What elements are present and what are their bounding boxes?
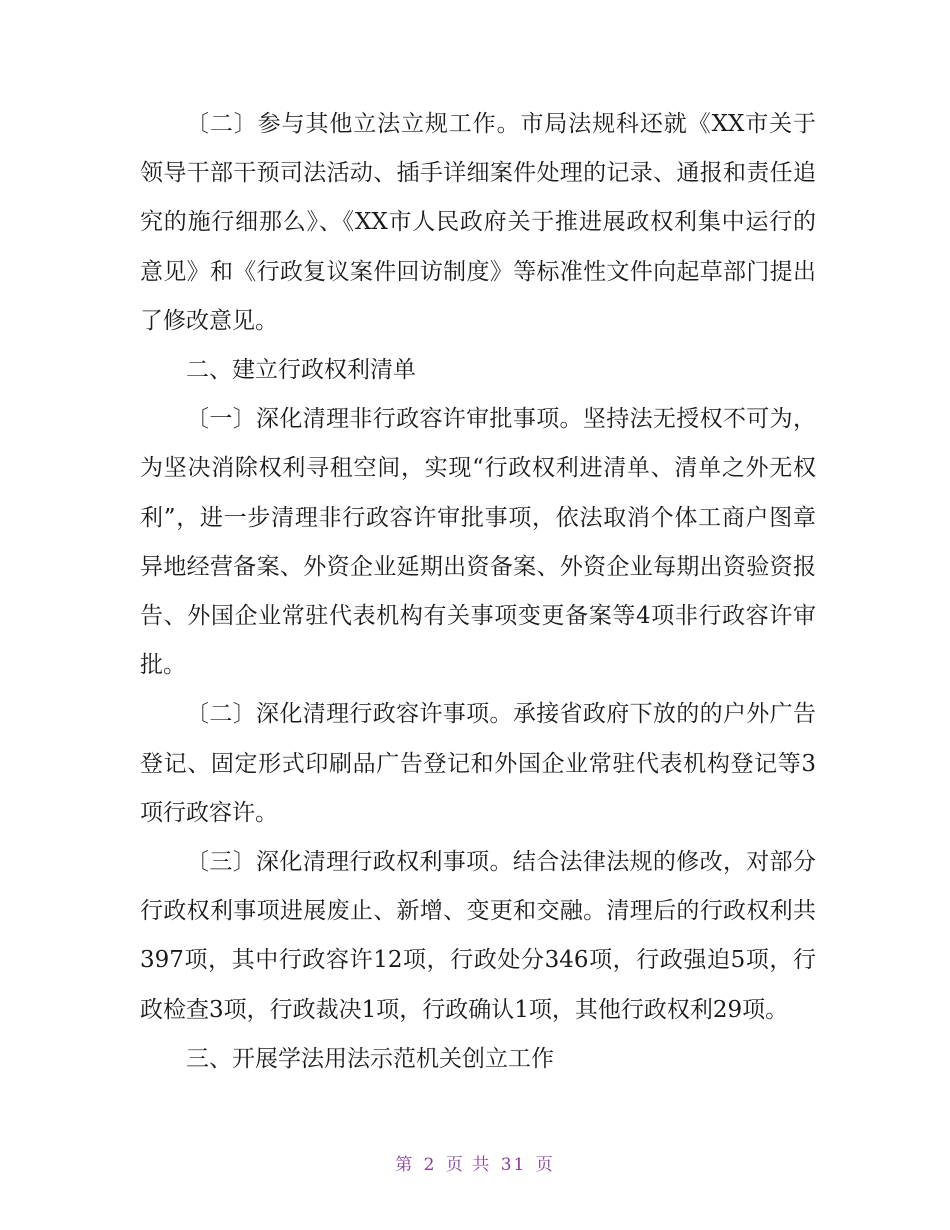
section-heading-model-agency: 三、开展学法用法示范机关创立工作 [186, 1045, 554, 1072]
paragraph-power-items: 〔三〕深化清理行政权利事项。结合法律法规的修改，对部分行政权利事项进展废止、新增、变更和交融。清理后的行政权利共397项，其中行政容许12项，行政处分346项，行政强迫5项，行政检查3项，行政裁决1项，行政确认1项，其他行政权利29项。 [140, 849, 816, 1023]
section-heading-power-list: 二、建立行政权利清单 [186, 357, 416, 384]
document-body [140, 100, 816, 1084]
page-footer [0, 1150, 950, 1175]
footer-label-page: 第 [395, 1155, 415, 1175]
footer-total-pages: 31 [500, 1155, 527, 1175]
paragraph-licensing-items: 〔二〕深化清理行政容许事项。承接省政府下放的的户外广告登记、固定形式印刷品广告登记和外国企业常驻代表机构登记等3项行政容许。 [140, 701, 816, 826]
footer-current-page: 2 [423, 1155, 437, 1175]
paragraph-non-licensing-items: 〔一〕深化清理非行政容许审批事项。坚持法无授权不可为，为坚决消除权利寻租空间，实现“行政权利进清单、清单之外无权利”，进一步清理非行政容许审批事项，依法取消个体工商户图章异地经营备案、外资企业延期出资备案、外资企业每期出资验资报告、外国企业常驻代表机构有关事项变更备案等4项非行政容许审批。 [140, 406, 816, 679]
paragraph-legislation-participation: 〔二〕参与其他立法立规工作。市局法规科还就《XX市关于领导干部干预司法活动、插手详细案件处理的记录、通报和责任追究的施行细那么》、《XX市人民政府关于推进展政权利集中运行的意见》和《行政复议案件回访制度》等标准性文件向起草部门提出了修改意见。 [140, 111, 816, 334]
footer-label-end: 页 [535, 1155, 555, 1175]
footer-label-of: 页 共 [445, 1155, 492, 1175]
